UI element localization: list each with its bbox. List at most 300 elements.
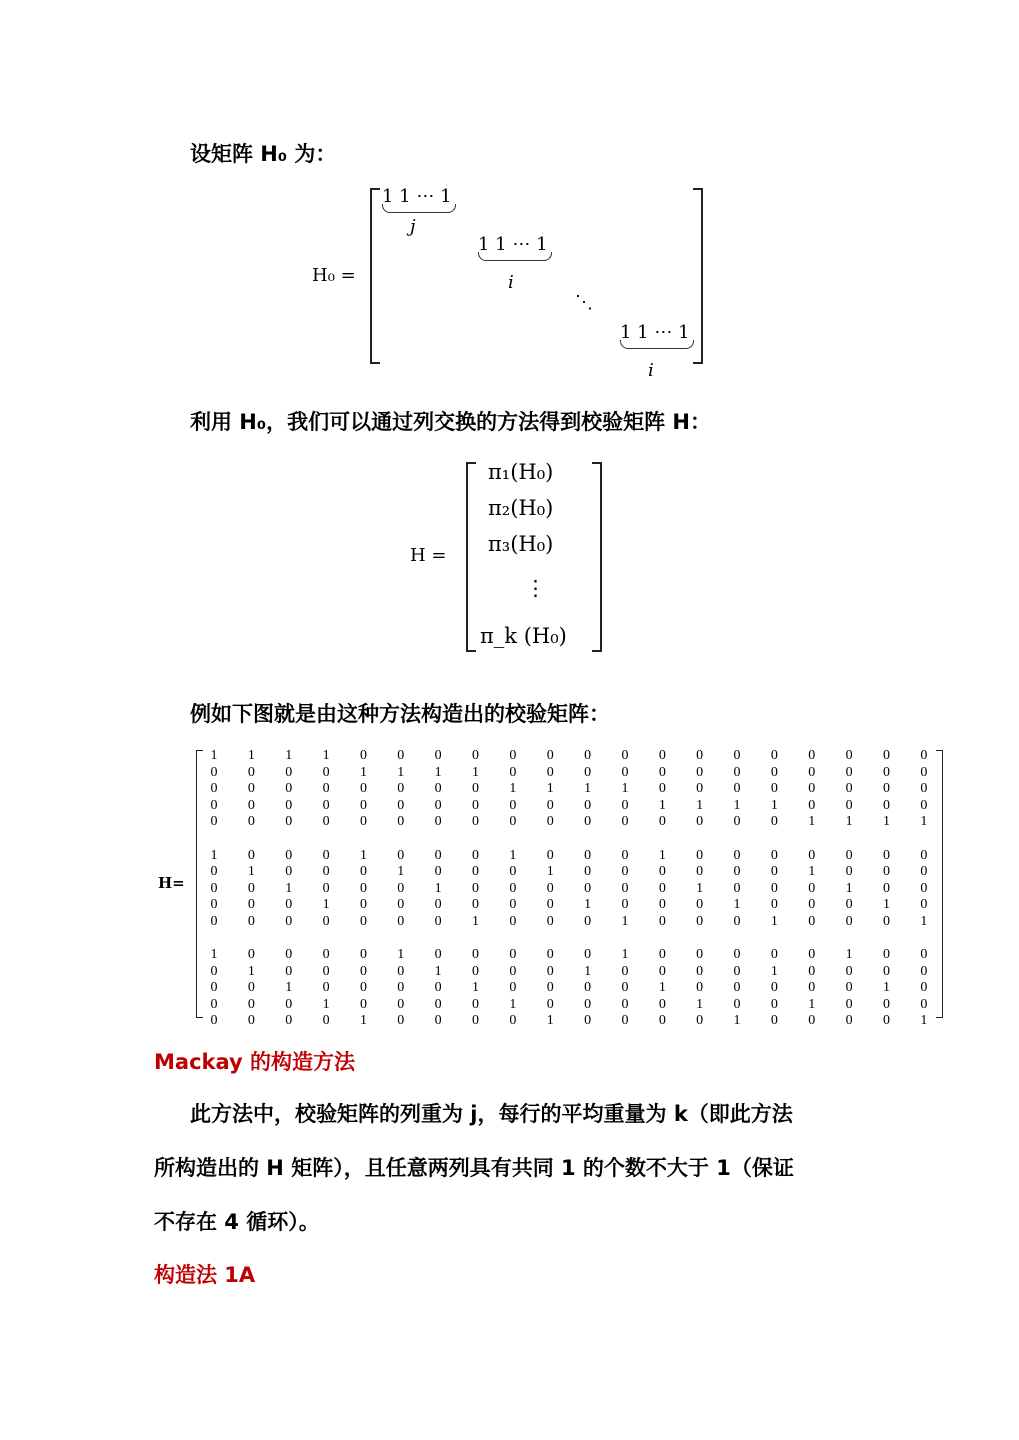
matrix-cell: 0 [845, 864, 853, 879]
matrix-cell: 0 [882, 847, 890, 863]
matrix-cell: 1 [770, 913, 778, 929]
matrix-cell: 1 [733, 897, 741, 912]
matrix-cell: 1 [210, 947, 218, 962]
matrix-cell: 0 [584, 764, 592, 780]
right-bracket [592, 462, 602, 652]
matrix-cell: 0 [658, 880, 666, 896]
matrix-cell: 0 [434, 797, 442, 813]
matrix-cell: 0 [322, 880, 330, 896]
matrix-cell: 0 [546, 880, 554, 896]
matrix-cell: 0 [584, 880, 592, 896]
matrix-cell: 0 [509, 814, 517, 829]
matrix-cell: 0 [658, 963, 666, 979]
matrix-cell: 0 [285, 1013, 293, 1028]
paragraph-h-intro: 利用 H₀，我们可以通过列交换的方法得到校验矩阵 H： [190, 410, 711, 434]
matrix-cell: 0 [696, 864, 704, 879]
matrix-cell: 0 [770, 847, 778, 863]
matrix-cell: 1 [397, 947, 405, 962]
brace-label: i [648, 360, 654, 381]
matrix-cell: 0 [472, 814, 480, 829]
matrix-cell: 0 [322, 963, 330, 979]
matrix-cell: 0 [770, 880, 778, 896]
matrix-cell: 0 [621, 864, 629, 879]
matrix-cell: 0 [359, 781, 367, 796]
matrix-cell: 0 [434, 996, 442, 1012]
matrix-cell: 0 [247, 764, 255, 780]
matrix-cell: 1 [472, 980, 480, 995]
matrix-cell: 0 [770, 764, 778, 780]
matrix-cell: 0 [210, 814, 218, 829]
matrix-cell: 0 [621, 797, 629, 813]
matrix-cell: 0 [247, 880, 255, 896]
matrix-cell: 0 [882, 748, 890, 763]
matrix-cell: 0 [696, 963, 704, 979]
matrix-cell: 0 [359, 897, 367, 912]
matrix-cell: 0 [882, 996, 890, 1012]
matrix-cell: 0 [546, 996, 554, 1012]
matrix-cell: 0 [359, 814, 367, 829]
brace-label: j [410, 216, 416, 237]
matrix-cell: 0 [882, 913, 890, 929]
matrix-cell: 0 [621, 847, 629, 863]
matrix-cell: 1 [472, 913, 480, 929]
matrix-cell: 0 [770, 748, 778, 763]
matrix-cell: 0 [472, 996, 480, 1012]
matrix-cell: 0 [210, 897, 218, 912]
matrix-cell: 0 [434, 897, 442, 912]
matrix-cell: 0 [247, 814, 255, 829]
matrix-cell: 1 [882, 897, 890, 912]
matrix-cell: 1 [845, 947, 853, 962]
matrix-cell: 0 [472, 947, 480, 962]
matrix-row [204, 980, 934, 997]
body-line: 所构造出的 H 矩阵），且任意两列具有共同 1 的个数不大于 1（保证 [154, 1156, 794, 1180]
matrix-cell: 0 [359, 880, 367, 896]
matrix-cell: 0 [770, 980, 778, 995]
brace-label: i [508, 272, 514, 293]
matrix-cell: 0 [584, 847, 592, 863]
matrix-cell: 0 [322, 980, 330, 995]
matrix-cell: 1 [584, 963, 592, 979]
matrix-cell: 0 [845, 897, 853, 912]
matrix-cell: 0 [285, 797, 293, 813]
perm-row: π_k (H₀) [480, 624, 567, 648]
matrix-cell: 1 [434, 963, 442, 979]
matrix-cell: 0 [210, 963, 218, 979]
matrix-cell: 0 [509, 913, 517, 929]
matrix-cell: 0 [808, 797, 816, 813]
matrix-row [204, 897, 934, 914]
matrix-row [204, 1013, 934, 1030]
matrix-cell: 0 [434, 1013, 442, 1028]
matrix-cell: 0 [882, 764, 890, 780]
matrix-cell: 0 [920, 947, 928, 962]
matrix-cell: 1 [359, 847, 367, 863]
matrix-cell: 0 [509, 764, 517, 780]
matrix-cell: 0 [584, 864, 592, 879]
matrix-cell: 0 [210, 913, 218, 929]
matrix-cell: 0 [733, 996, 741, 1012]
paragraph-example: 例如下图就是由这种方法构造出的校验矩阵： [190, 702, 610, 726]
matrix-cell: 1 [322, 996, 330, 1012]
matrix-cell: 1 [210, 847, 218, 863]
perm-row: π₃(H₀) [488, 532, 554, 556]
matrix-cell: 0 [845, 764, 853, 780]
matrix-cell: 0 [658, 913, 666, 929]
matrix-cell: 1 [621, 947, 629, 962]
matrix-cell: 0 [285, 764, 293, 780]
matrix-cell: 0 [434, 864, 442, 879]
matrix-cell: 0 [472, 864, 480, 879]
matrix-cell: 0 [621, 996, 629, 1012]
matrix-cell: 0 [733, 980, 741, 995]
matrix-cell: 1 [546, 1013, 554, 1028]
matrix-cell: 0 [285, 947, 293, 962]
matrix-cell: 0 [733, 814, 741, 829]
matrix-cell: 0 [509, 864, 517, 879]
left-bracket [466, 462, 476, 652]
matrix-cell: 0 [845, 980, 853, 995]
matrix-cell: 0 [322, 864, 330, 879]
matrix-cell: 0 [658, 897, 666, 912]
matrix-cell: 0 [808, 963, 816, 979]
matrix-cell: 1 [285, 980, 293, 995]
matrix-cell: 0 [696, 947, 704, 962]
matrix-cell: 1 [882, 980, 890, 995]
matrix-cell: 0 [210, 781, 218, 796]
matrix-cell: 0 [509, 980, 517, 995]
matrix-cell: 1 [434, 764, 442, 780]
matrix-cell: 0 [359, 797, 367, 813]
matrix-cell: 0 [920, 980, 928, 995]
matrix-cell: 0 [434, 814, 442, 829]
matrix-cell: 0 [359, 864, 367, 879]
matrix-cell: 0 [696, 1013, 704, 1028]
matrix-cell: 1 [322, 748, 330, 763]
vertical-dots: ⋮ [525, 576, 546, 600]
matrix-cell: 0 [247, 897, 255, 912]
matrix-row [204, 864, 934, 881]
matrix-cell: 0 [546, 764, 554, 780]
underbrace [478, 252, 552, 261]
matrix-row [204, 781, 934, 798]
matrix-cell: 0 [845, 963, 853, 979]
matrix-cell: 1 [770, 963, 778, 979]
matrix-cell: 0 [472, 880, 480, 896]
matrix-cell: 1 [359, 1013, 367, 1028]
matrix-cell: 0 [397, 1013, 405, 1028]
matrix-cell: 1 [509, 847, 517, 863]
matrix-cell: 0 [696, 913, 704, 929]
matrix-cell: 0 [285, 847, 293, 863]
matrix-cell: 1 [322, 897, 330, 912]
matrix-cell: 0 [322, 797, 330, 813]
matrix-cell: 0 [733, 913, 741, 929]
paragraph-h0-intro: 设矩阵 H₀ 为： [190, 142, 337, 166]
matrix-cell: 1 [733, 1013, 741, 1028]
matrix-lhs: H= [158, 874, 185, 892]
matrix-cell: 0 [621, 814, 629, 829]
matrix-cell: 1 [920, 913, 928, 929]
matrix-cell: 0 [285, 814, 293, 829]
matrix-cell: 0 [472, 897, 480, 912]
matrix-cell: 0 [546, 748, 554, 763]
matrix-cell: 0 [770, 897, 778, 912]
matrix-cell: 0 [920, 797, 928, 813]
matrix-cell: 0 [584, 913, 592, 929]
matrix-cell: 0 [509, 947, 517, 962]
matrix-cell: 0 [621, 764, 629, 780]
matrix-cell: 0 [696, 814, 704, 829]
matrix-cell: 0 [210, 797, 218, 813]
h-lhs: H = [410, 545, 447, 566]
matrix-cell: 0 [808, 847, 816, 863]
matrix-cell: 0 [322, 764, 330, 780]
matrix-cell: 0 [434, 947, 442, 962]
left-bracket [196, 750, 203, 1018]
matrix-cell: 0 [696, 748, 704, 763]
matrix-cell: 1 [247, 864, 255, 879]
matrix-cell: 0 [808, 748, 816, 763]
matrix-cell: 0 [621, 880, 629, 896]
matrix-cell: 1 [696, 996, 704, 1012]
matrix-cell: 0 [359, 963, 367, 979]
matrix-cell: 0 [397, 781, 405, 796]
matrix-cell: 1 [770, 797, 778, 813]
matrix-cell: 0 [882, 864, 890, 879]
matrix-cell: 0 [584, 980, 592, 995]
matrix-cell: 1 [546, 864, 554, 879]
matrix-cell: 0 [733, 781, 741, 796]
matrix-cell: 1 [285, 880, 293, 896]
matrix-cell: 0 [808, 880, 816, 896]
matrix-cell: 0 [285, 897, 293, 912]
matrix-cell: 1 [920, 1013, 928, 1028]
matrix-cell: 0 [210, 880, 218, 896]
matrix-cell: 0 [285, 996, 293, 1012]
matrix-cell: 0 [584, 797, 592, 813]
matrix-cell: 0 [733, 764, 741, 780]
matrix-cell: 0 [210, 1013, 218, 1028]
matrix-cell: 0 [920, 996, 928, 1012]
matrix-cell: 0 [434, 980, 442, 995]
matrix-cell: 0 [882, 797, 890, 813]
matrix-cell: 1 [658, 980, 666, 995]
matrix-row [204, 881, 934, 898]
matrix-cell: 1 [920, 814, 928, 829]
matrix-cell: 0 [247, 947, 255, 962]
matrix-cell: 0 [808, 897, 816, 912]
matrix-cell: 0 [472, 781, 480, 796]
h0-lhs: H₀ = [312, 265, 356, 286]
matrix-cell: 0 [472, 963, 480, 979]
matrix-row [204, 947, 934, 964]
matrix-cell: 0 [658, 864, 666, 879]
matrix-cell: 1 [808, 864, 816, 879]
matrix-cell: 0 [509, 1013, 517, 1028]
matrix-cell: 0 [247, 1013, 255, 1028]
matrix-cell: 0 [696, 764, 704, 780]
matrix-cell: 0 [434, 913, 442, 929]
matrix-cell: 0 [696, 847, 704, 863]
matrix-cell: 1 [658, 797, 666, 813]
matrix-cell: 0 [658, 814, 666, 829]
matrix-cell: 0 [920, 897, 928, 912]
matrix-cell: 0 [733, 864, 741, 879]
matrix-cell: 0 [621, 963, 629, 979]
matrix-cell: 0 [285, 913, 293, 929]
matrix-body [204, 748, 934, 1030]
matrix-cell: 0 [285, 864, 293, 879]
matrix-cell: 1 [845, 814, 853, 829]
matrix-cell: 0 [322, 1013, 330, 1028]
matrix-cell: 0 [247, 847, 255, 863]
matrix-cell: 0 [210, 980, 218, 995]
matrix-cell: 0 [322, 913, 330, 929]
matrix-cell: 0 [770, 814, 778, 829]
right-bracket [936, 750, 943, 1018]
matrix-cell: 0 [733, 947, 741, 962]
matrix-cell: 0 [882, 963, 890, 979]
matrix-cell: 0 [882, 1013, 890, 1028]
matrix-cell: 1 [247, 963, 255, 979]
matrix-cell: 0 [322, 947, 330, 962]
matrix-cell: 1 [472, 764, 480, 780]
matrix-cell: 0 [397, 748, 405, 763]
ones-block: 1 1 ⋯ 1 [620, 322, 690, 343]
underbrace [382, 204, 456, 213]
matrix-cell: 0 [210, 864, 218, 879]
matrix-cell: 0 [397, 797, 405, 813]
matrix-cell: 0 [808, 980, 816, 995]
matrix-cell: 0 [397, 963, 405, 979]
matrix-cell: 1 [359, 764, 367, 780]
matrix-cell: 0 [472, 748, 480, 763]
matrix-cell: 0 [658, 947, 666, 962]
matrix-cell: 0 [920, 748, 928, 763]
ones-block: 1 1 ⋯ 1 [478, 234, 548, 255]
matrix-cell: 0 [397, 913, 405, 929]
matrix-row [204, 814, 934, 831]
matrix-cell: 0 [584, 814, 592, 829]
matrix-cell: 0 [434, 847, 442, 863]
matrix-row [204, 765, 934, 782]
matrix-cell: 0 [247, 797, 255, 813]
matrix-cell: 0 [920, 864, 928, 879]
matrix-cell: 0 [733, 847, 741, 863]
matrix-cell: 1 [808, 814, 816, 829]
matrix-cell: 0 [845, 913, 853, 929]
matrix-cell: 1 [247, 748, 255, 763]
matrix-cell: 0 [434, 748, 442, 763]
matrix-cell: 0 [584, 996, 592, 1012]
matrix-cell: 0 [621, 897, 629, 912]
matrix-cell: 0 [397, 847, 405, 863]
body-line: 不存在 4 循环）。 [154, 1210, 320, 1234]
matrix-cell: 0 [546, 947, 554, 962]
matrix-cell: 0 [621, 980, 629, 995]
matrix-cell: 0 [509, 748, 517, 763]
perm-row: π₂(H₀) [488, 496, 554, 520]
matrix-cell: 0 [322, 781, 330, 796]
matrix-cell: 1 [397, 764, 405, 780]
matrix-cell: 1 [882, 814, 890, 829]
matrix-cell: 0 [658, 764, 666, 780]
matrix-cell: 0 [285, 963, 293, 979]
matrix-cell: 0 [247, 980, 255, 995]
matrix-row [204, 798, 934, 815]
ones-block: 1 1 ⋯ 1 [382, 186, 452, 207]
matrix-cell: 0 [546, 913, 554, 929]
matrix-cell: 0 [808, 764, 816, 780]
matrix-cell: 0 [322, 814, 330, 829]
matrix-cell: 0 [359, 748, 367, 763]
matrix-cell: 0 [808, 947, 816, 962]
matrix-cell: 1 [434, 880, 442, 896]
matrix-cell: 0 [584, 1013, 592, 1028]
matrix-cell: 0 [509, 963, 517, 979]
matrix-row [204, 748, 934, 765]
perm-row: π₁(H₀) [488, 460, 554, 484]
matrix-cell: 1 [621, 913, 629, 929]
matrix-cell: 0 [658, 781, 666, 796]
matrix-cell: 0 [434, 781, 442, 796]
matrix-cell: 1 [509, 781, 517, 796]
matrix-cell: 0 [210, 764, 218, 780]
matrix-cell: 1 [285, 748, 293, 763]
matrix-cell: 0 [621, 1013, 629, 1028]
matrix-cell: 0 [472, 797, 480, 813]
matrix-cell: 0 [359, 913, 367, 929]
matrix-cell: 0 [546, 963, 554, 979]
matrix-cell: 0 [882, 947, 890, 962]
matrix-cell: 0 [546, 814, 554, 829]
matrix-row [204, 997, 934, 1014]
matrix-cell: 0 [285, 781, 293, 796]
matrix-cell: 0 [397, 814, 405, 829]
matrix-cell: 0 [845, 1013, 853, 1028]
matrix-cell: 0 [920, 781, 928, 796]
matrix-cell: 0 [920, 880, 928, 896]
matrix-cell: 0 [920, 847, 928, 863]
matrix-cell: 0 [546, 847, 554, 863]
matrix-cell: 1 [845, 880, 853, 896]
matrix-cell: 0 [696, 781, 704, 796]
matrix-cell: 0 [770, 996, 778, 1012]
matrix-cell: 0 [397, 880, 405, 896]
matrix-cell: 0 [808, 913, 816, 929]
matrix-cell: 1 [397, 864, 405, 879]
matrix-cell: 0 [546, 797, 554, 813]
heading-mackay: Mackay 的构造方法 [154, 1050, 356, 1074]
matrix-cell: 0 [247, 913, 255, 929]
matrix-cell: 1 [509, 996, 517, 1012]
matrix-cell: 0 [845, 996, 853, 1012]
matrix-cell: 0 [770, 1013, 778, 1028]
heading-1a: 构造法 1A [154, 1263, 256, 1287]
matrix-cell: 0 [845, 781, 853, 796]
left-bracket [370, 188, 380, 364]
matrix-cell: 0 [733, 748, 741, 763]
matrix-cell: 0 [546, 897, 554, 912]
matrix-cell: 0 [845, 748, 853, 763]
matrix-cell: 0 [770, 864, 778, 879]
matrix-cell: 0 [359, 980, 367, 995]
matrix-cell: 0 [397, 980, 405, 995]
matrix-cell: 0 [472, 1013, 480, 1028]
matrix-cell: 0 [808, 781, 816, 796]
matrix-row [204, 914, 934, 931]
